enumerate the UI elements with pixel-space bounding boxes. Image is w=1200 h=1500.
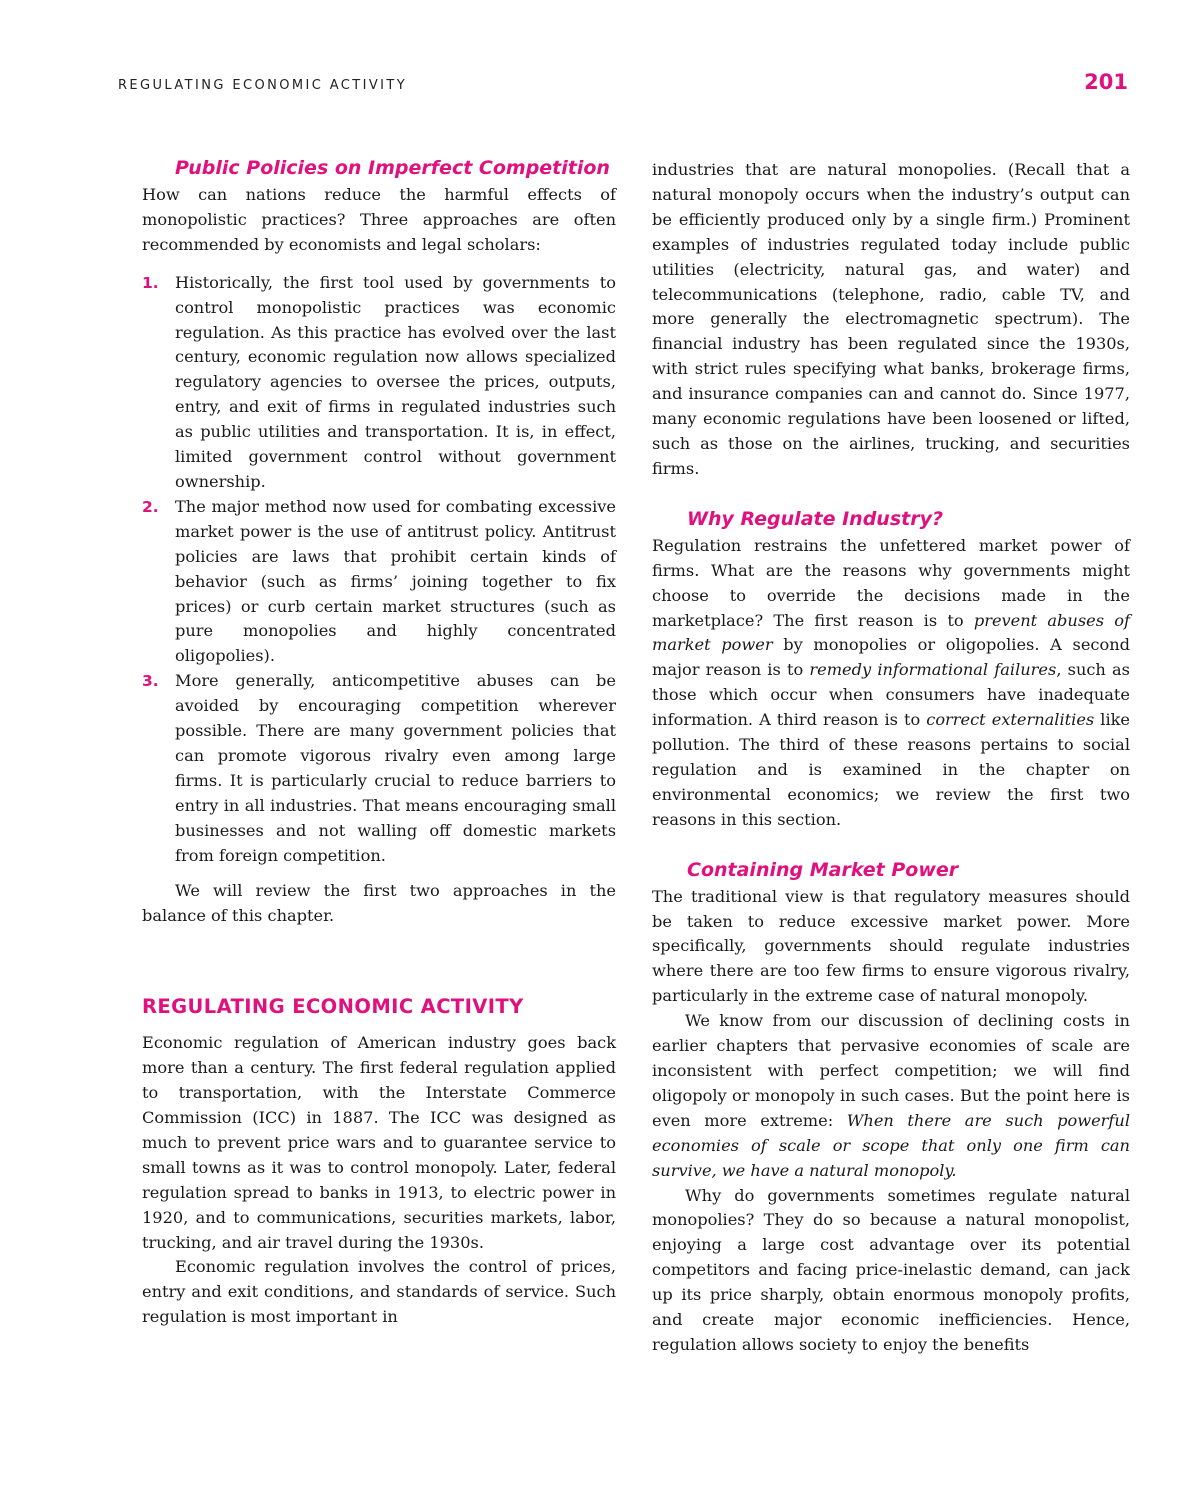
list-item — [142, 669, 616, 868]
containing-paragraph: The traditional view is that regulatory measures should be taken to reduce excessive market power. More specifically, governments should regulate industries where there are too few firms to ensure vigorous rivalry, particularly in the extreme case of natural monopoly. — [652, 886, 1130, 1006]
emphasis-text: When there are such powerful economies of scale or scope that only one firm can survive, we have a natural monopoly. — [652, 1110, 1130, 1180]
text-run: We know from our discussion of declining costs in earlier chapters that pervasive economies of scale are inconsistent with perfect competition; we will find oligopoly or monopoly in such cases. But the point here is even more extreme: — [652, 1011, 1130, 1130]
subhead-why-regulate: Why Regulate Industry? — [687, 507, 943, 530]
containing-paragraph — [652, 1009, 1130, 1183]
list-item — [142, 271, 616, 495]
approaches-list — [142, 271, 616, 869]
continuation-paragraph: industries that are natural monopolies. (Recall that a natural monopoly occurs when the industry’s output can be efficiently produced only by a single firm.) Prominent examples of industries regulated today include public utilities (electricity, natural gas, and water) and telecommunications (telephone, radio, cable TV, and more generally the electromagnetic spectrum). The financial industry has been regulated since the 1930s, with strict rules specifying what banks, brokerage firms, and insurance companies can and cannot do. Since 1977, many economic regulations have been loosened or lifted, such as those on the airlines, trucking, and securities firms. — [652, 160, 1130, 478]
list-item-text: The major method now used for combating excessive market power is the use of antitrust policy. Antitrust policies are laws that prohibit certain kinds of behavior (such as firms’ joining together to fix prices) or curb certain market structures (such as pure monopolies and highly concentrated oligopolies). — [175, 496, 616, 666]
list-number: 3. — [142, 672, 159, 691]
list-number: 2. — [142, 497, 159, 516]
list-number: 1. — [142, 273, 159, 292]
text-run: Regulation restrains the unfettered market power of firms. What are the reasons why governments might choose to override the decisions made in the marketplace? The first reason is to — [652, 535, 1130, 630]
list-item-text: Historically, the first tool used by governments to control monopolistic practices was economic regulation. As this practice has evolved over the last century, economic regulation now allows specialized regulatory agencies to oversee the prices, outputs, entry, and exit of firms in regulated industries such as public utilities and transportation. It is, in effect, limited government control without government ownership. — [175, 272, 616, 491]
left-column — [142, 157, 616, 1330]
subhead-public-policies: Public Policies on Imperfect Competition — [175, 157, 610, 179]
text-run: by monopolies or oligopolies. A second major reason is to — [652, 635, 1131, 680]
text-run: like pollution. The third of these reasons pertains to social regulation and is examined in the chapter on environmental economics; we review the first two reasons in this section. — [652, 710, 1131, 829]
section-paragraph: Economic regulation involves the control of prices, entry and exit conditions, and standards of service. Such regulation is most important in — [142, 1257, 616, 1327]
emphasis-text: correct externalities — [926, 710, 1095, 730]
list-item — [142, 495, 616, 669]
right-column — [652, 158, 1130, 1358]
review-paragraph: We will review the first two approaches in the balance of this chapter. — [142, 881, 616, 926]
section-heading: REGULATING ECONOMIC ACTIVITY — [142, 995, 524, 1019]
emphasis-text: remedy informational failures — [809, 660, 1057, 680]
text-run: , such as those which occur when consumers have inadequate information. A third reason is to — [652, 660, 1130, 730]
running-head: REGULATING ECONOMIC ACTIVITY — [118, 78, 408, 93]
containing-paragraph: Why do governments sometimes regulate natural monopolies? They do so because a natural monopolist, enjoying a large cost advantage over its potential competitors and facing price-inelastic demand, can jack up its price sharply, obtain enormous monopoly profits, and create major economic inefficiencies. Hence, regulation allows society to enjoy the benefits — [652, 1185, 1130, 1354]
subhead-containing-market-power: Containing Market Power — [687, 858, 959, 881]
emphasis-text: prevent abuses of market power — [652, 610, 1130, 655]
page-number: 201 — [1084, 70, 1128, 94]
intro-paragraph: How can nations reduce the harmful effects of monopolistic practices? Three approaches are often recommended by economists and legal scholars: — [142, 185, 616, 254]
why-paragraph — [652, 534, 1130, 833]
list-item-text: More generally, anticompetitive abuses can be avoided by encouraging competition wherever possible. There are many government policies that can promote vigorous rivalry even among large firms. It is particularly crucial to reduce barriers to entry in all industries. That means encouraging small businesses and not walling off domestic markets from foreign competition. — [175, 671, 616, 865]
section-paragraph: Economic regulation of American industry goes back more than a century. The first federal regulation applied to transportation, with the Interstate Commerce Commission (ICC) in 1887. The ICC was designed as much to prevent price wars and to guarantee service to small towns as it was to control monopoly. Later, federal regulation spread to banks in 1913, to electric power in 1920, and to communications, securities markets, labor, trucking, and air travel during the 1930s. — [142, 1033, 616, 1252]
